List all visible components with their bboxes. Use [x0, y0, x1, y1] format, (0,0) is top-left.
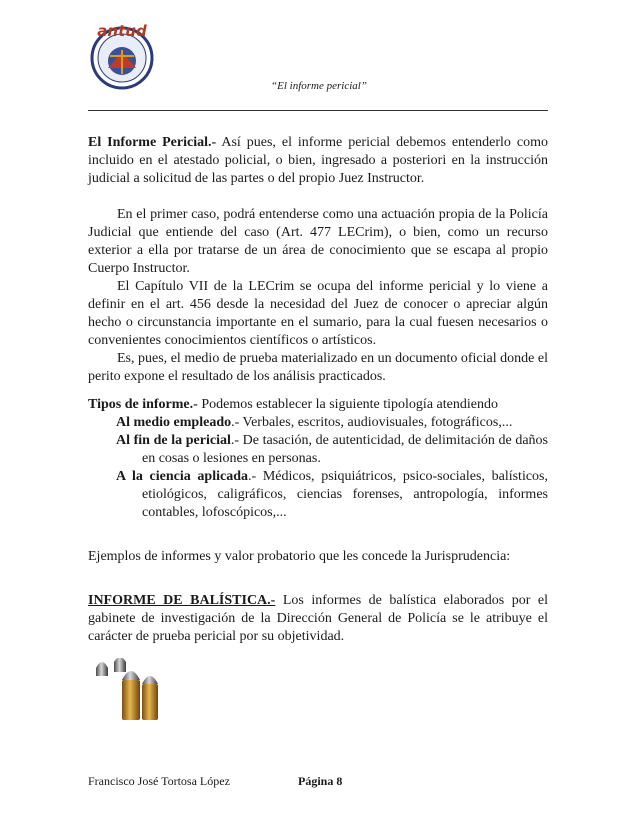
tipos-intro: Podemos establecer la siguiente tipología atendiendo [197, 397, 498, 412]
tipo-label: Al medio empleado [116, 415, 232, 430]
tipo-label: A la ciencia aplicada [116, 469, 248, 484]
tipo-text: .- Verbales, escritos, audiovisuales, fotográficos,... [231, 415, 513, 430]
bullets-image [92, 658, 168, 722]
header-divider [88, 110, 548, 111]
logo-text: antud [97, 22, 147, 40]
paragraph-primer-caso: En el primer caso, podrá entenderse como una actuación propia de la Policía Judicial que entiende del caso (Art. 477 LECrim), o bien, como un recurso exterior a ella por tratarse de un área de conocimiento que se escapa al propio Cuerpo Instructor. [88, 207, 548, 276]
footer-author: Francisco José Tortosa López [88, 774, 230, 788]
intro-text: Así pues, el informe pericial debemos entenderlo como incluido en el atestado policial, o bien, ingresado a posteriori en la instrucción judicial a solicitud de las partes o del propio Juez Instructor. [88, 135, 548, 186]
footer-page-number: Página 8 [298, 774, 343, 788]
ejemplos-paragraph: Ejemplos de informes y valor probatorio que les concede la Jurisprudencia: [88, 549, 511, 564]
tipo-label: Al fin de la pericial [116, 433, 231, 448]
balistica-heading: INFORME DE BALÍSTICA.- [88, 593, 276, 608]
intro-paragraph [88, 134, 548, 188]
tipo-item [88, 468, 548, 522]
tipos-heading: Tipos de informe.- [88, 397, 198, 412]
tipos-paragraph [88, 396, 548, 414]
paragraph-capitulo: El Capítulo VII de la LECrim se ocupa del informe pericial y lo viene a definir en el art. 456 desde la necesidad del Juez de conocer o apreciar algún hecho o circunstancia importante en el sumario, para la cual fuesen necesarios o convenientes conocimientos científicos o artísticos. [88, 279, 548, 348]
paragraph-medio-prueba: Es, pues, el medio de prueba materializado en un documento oficial donde el perito expone el resultado de los análisis practicados. [88, 351, 548, 384]
intro-heading: El Informe Pericial.- [88, 135, 217, 150]
tipo-item [88, 432, 548, 468]
balistica-text: Los informes de balística elaborados por el gabinete de investigación de la Dirección General de Policía se le atribuye el carácter de prueba pericial por su objetividad. [88, 593, 548, 644]
document-body [88, 134, 548, 646]
tipo-item [88, 414, 548, 432]
tipo-text: .- Médicos, psiquiátricos, psico-sociales, balísticos, etiológicos, caligráficos, ciencias forenses, antropología, informes contables, lofoscópicos,... [142, 469, 548, 520]
tipo-text: .- De tasación, de autenticidad, de delimitación de daños en cosas o lesiones en personas. [142, 433, 549, 466]
balistica-paragraph [88, 592, 548, 646]
header-title: “El informe pericial” [271, 80, 367, 92]
